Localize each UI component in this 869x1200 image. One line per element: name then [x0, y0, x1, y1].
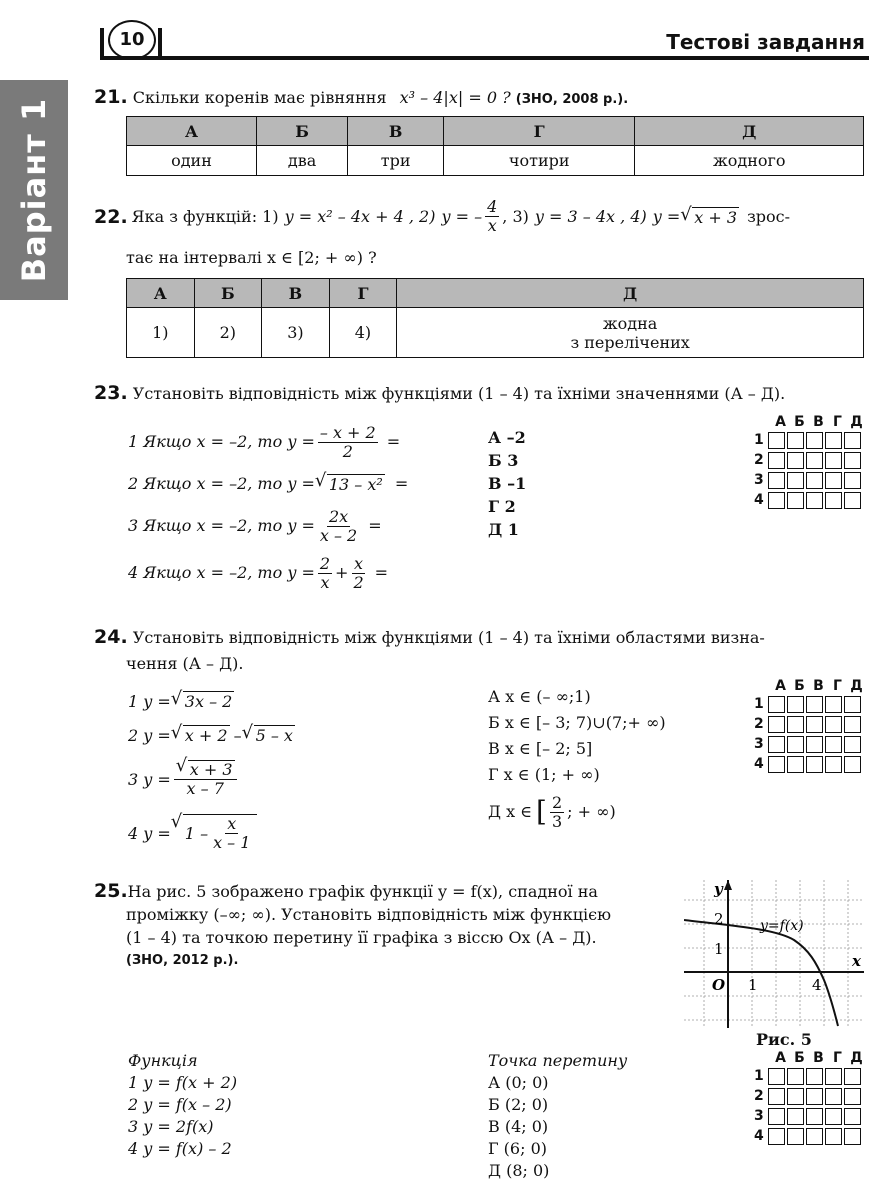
answer-checkbox[interactable] — [825, 1108, 842, 1125]
grid-col-label: Б — [794, 1050, 805, 1066]
answer-checkbox[interactable] — [825, 492, 842, 509]
grid-col-label: Г — [833, 1050, 842, 1066]
answer-checkbox[interactable] — [787, 1088, 804, 1105]
svg-text:x: x — [852, 952, 861, 970]
answer-checkbox[interactable] — [844, 452, 861, 469]
answer-checkbox[interactable] — [787, 1108, 804, 1125]
answer-option: три — [348, 146, 444, 176]
answer-option: 1) — [127, 308, 195, 358]
grid-col-label: А — [775, 678, 786, 694]
answer-checkbox[interactable] — [844, 1108, 861, 1125]
answer-checkbox[interactable] — [768, 696, 785, 713]
answer-checkbox[interactable] — [825, 472, 842, 489]
answer-checkbox[interactable] — [787, 696, 804, 713]
q23-options: А –2 Б 3 В –1 Г 2 Д 1 — [488, 428, 527, 539]
answer-checkbox[interactable] — [768, 492, 785, 509]
grid-row — [754, 490, 866, 510]
answer-option: чотири — [443, 146, 635, 176]
grid-col-label: В — [813, 414, 824, 430]
grid-row — [754, 1106, 866, 1126]
answer-checkbox[interactable] — [806, 736, 823, 753]
answer-checkbox[interactable] — [844, 1068, 861, 1085]
answer-checkbox[interactable] — [806, 756, 823, 773]
answer-checkbox[interactable] — [844, 432, 861, 449]
grid-row-label: 1 — [754, 696, 764, 712]
figure-caption: Рис. 5 — [756, 1030, 812, 1049]
answer-checkbox[interactable] — [825, 1068, 842, 1085]
q23-item-2: 2 Якщо x = –2, то y = √ 13 – x² = — [128, 464, 408, 504]
answer-checkbox[interactable] — [787, 716, 804, 733]
svg-text:4: 4 — [812, 976, 822, 994]
answer-checkbox[interactable] — [768, 472, 785, 489]
answer-checkbox[interactable] — [787, 492, 804, 509]
header-title: Тестові завдання — [666, 30, 865, 54]
grid-row-label: 1 — [754, 1068, 764, 1084]
svg-text:1: 1 — [714, 940, 724, 958]
grid-row-label: 3 — [754, 1108, 764, 1124]
answer-checkbox[interactable] — [806, 1088, 823, 1105]
grid-row-label: 3 — [754, 736, 764, 752]
answer-checkbox[interactable] — [768, 1108, 785, 1125]
grid-row-label: 4 — [754, 492, 764, 508]
grid-row — [754, 694, 866, 714]
answer-checkbox[interactable] — [844, 1088, 861, 1105]
answer-checkbox[interactable] — [806, 472, 823, 489]
answer-grid-25 — [754, 1050, 866, 1146]
answer-option: жодна з перелічених — [397, 308, 864, 358]
grid-row-label: 4 — [754, 1128, 764, 1144]
answer-checkbox[interactable] — [806, 1068, 823, 1085]
grid-row — [754, 430, 866, 450]
grid-col-label: Д — [850, 1050, 863, 1066]
answer-option: один — [127, 146, 257, 176]
q24-functions: 1 y = √ 3x – 2 2 y = √ x + 2 – √ 5 – x 3 y = √ $\frac{x + 3}{x - 7}$ 4 y = √ 1 – $\frac{x}{x - 1}$ — [128, 684, 295, 860]
grid-row — [754, 1066, 866, 1086]
grid-row-label: 2 — [754, 716, 764, 732]
answer-grid-24 — [754, 678, 866, 774]
answer-option: 2) — [194, 308, 262, 358]
grid-row — [754, 714, 866, 734]
answer-checkbox[interactable] — [787, 1128, 804, 1145]
header-rule — [100, 56, 869, 60]
q25-points: Точка перетину А (0; 0) Б (2; 0) В (4; 0) Г (6; 0) Д (8; 0) — [488, 1051, 628, 1180]
grid-row — [754, 754, 866, 774]
answer-checkbox[interactable] — [806, 432, 823, 449]
answer-checkbox[interactable] — [844, 1128, 861, 1145]
grid-col-label: Д — [850, 678, 863, 694]
answer-checkbox[interactable] — [787, 736, 804, 753]
answer-checkbox[interactable] — [806, 492, 823, 509]
grid-row-label: 4 — [754, 756, 764, 772]
grid-col-label: Б — [794, 678, 805, 694]
svg-text:1: 1 — [748, 976, 758, 994]
answer-checkbox[interactable] — [768, 1068, 785, 1085]
page-number: 10 — [119, 29, 145, 50]
answer-checkbox[interactable] — [806, 696, 823, 713]
grid-row — [754, 1126, 866, 1146]
answer-checkbox[interactable] — [806, 716, 823, 733]
answer-checkbox[interactable] — [825, 432, 842, 449]
answer-checkbox[interactable] — [806, 452, 823, 469]
answer-checkbox[interactable] — [768, 1128, 785, 1145]
question-22: 22. Яка з функцій: 1) y = x² – 4x + 4 , 2) y = – $\frac{4}{x}$ , 3) y = 3 – 4x , 4) y = √ x + 3 зрос- — [94, 198, 790, 235]
answer-checkbox[interactable] — [825, 716, 842, 733]
grid-col-label: Д — [850, 414, 863, 430]
answer-checkbox[interactable] — [825, 1128, 842, 1145]
answer-checkbox[interactable] — [787, 432, 804, 449]
answer-checkbox[interactable] — [825, 1088, 842, 1105]
question-21: 21. Скільки коренів має рівняння x³ – 4|x| = 0 ? (ЗНО, 2008 р.). — [94, 86, 629, 108]
grid-row-label: 2 — [754, 452, 764, 468]
grid-row-label: 3 — [754, 472, 764, 488]
grid-row — [754, 1086, 866, 1106]
answer-checkbox[interactable] — [844, 736, 861, 753]
answer-table-22: А Б В Г Д 1) 2) 3) 4) жодна з перелічених — [126, 278, 864, 358]
function-graph — [684, 880, 864, 1028]
answer-checkbox[interactable] — [844, 756, 861, 773]
answer-checkbox[interactable] — [787, 756, 804, 773]
grid-row-label: 2 — [754, 1088, 764, 1104]
q25-functions: Функція 1 y = f(x + 2) 2 y = f(x – 2) 3 y = 2f(x) 4 y = f(x) – 2 — [128, 1051, 238, 1158]
grid-col-label: А — [775, 414, 786, 430]
answer-checkbox[interactable] — [768, 1088, 785, 1105]
answer-grid-23 — [754, 414, 866, 510]
variant-side-tab: Варіант 1 — [0, 80, 68, 300]
q23-functions — [128, 420, 408, 598]
answer-checkbox[interactable] — [768, 716, 785, 733]
answer-option: 4) — [329, 308, 397, 358]
q23-item-1: 1 Якщо x = –2, то y = $\frac{- x + 2}{2}$ = — [128, 422, 401, 461]
answer-checkbox[interactable] — [806, 1128, 823, 1145]
question-24: 24. Установіть відповідність між функціями (1 – 4) та їхніми областями визна- — [94, 626, 765, 648]
question-22-line2: тає на інтервалі x ∈ [2; + ∞) ? — [126, 248, 377, 267]
answer-checkbox[interactable] — [768, 452, 785, 469]
q24-options: А x ∈ (– ∞;1) Б x ∈ [– 3; 7)∪(7;+ ∞) В x ∈ [– 2; 5] Г x ∈ (1; + ∞) Д x ∈ [ $\frac{2}{3}$ ; + ∞) — [488, 687, 666, 831]
grid-col-label: В — [813, 1050, 824, 1066]
answer-table-21: А Б В Г Д один два три чотири жодного — [126, 116, 864, 176]
answer-checkbox[interactable] — [768, 432, 785, 449]
question-23: 23. Установіть відповідність між функціями (1 – 4) та їхніми значеннями (А – Д). — [94, 382, 786, 404]
grid-col-label: В — [813, 678, 824, 694]
answer-checkbox[interactable] — [844, 716, 861, 733]
grid-col-label: Г — [833, 414, 842, 430]
answer-checkbox[interactable] — [844, 696, 861, 713]
question-24-line2: чення (А – Д). — [126, 654, 244, 673]
svg-text:y: y — [714, 880, 723, 898]
svg-text:2: 2 — [714, 910, 724, 928]
answer-checkbox[interactable] — [768, 756, 785, 773]
answer-checkbox[interactable] — [844, 472, 861, 489]
answer-checkbox[interactable] — [787, 452, 804, 469]
svg-text:y=f(x): y=f(x) — [760, 918, 804, 934]
answer-checkbox[interactable] — [787, 472, 804, 489]
grid-row — [754, 470, 866, 490]
answer-option: жодного — [635, 146, 864, 176]
question-25: 25.На рис. 5 зображено графік функції y = f(x), спадної на проміжку (–∞; ∞). Установіть відповідність між функцією (1 – 4) та точкою перетину її графіка з віссю Ox (А – Д). (ЗНО, 2012 р.). — [94, 880, 611, 968]
answer-checkbox[interactable] — [825, 756, 842, 773]
grid-row-label: 1 — [754, 432, 764, 448]
answer-option: 3) — [262, 308, 330, 358]
grid-row — [754, 734, 866, 754]
answer-checkbox[interactable] — [825, 452, 842, 469]
grid-col-label: А — [775, 1050, 786, 1066]
grid-col-label: Г — [833, 678, 842, 694]
answer-checkbox[interactable] — [787, 1068, 804, 1085]
answer-checkbox[interactable] — [768, 736, 785, 753]
answer-checkbox[interactable] — [825, 736, 842, 753]
grid-col-label: Б — [794, 414, 805, 430]
answer-checkbox[interactable] — [844, 492, 861, 509]
svg-text:O: O — [712, 976, 726, 994]
grid-row — [754, 450, 866, 470]
answer-option: два — [256, 146, 347, 176]
answer-checkbox[interactable] — [825, 696, 842, 713]
q23-item-3: 3 Якщо x = –2, то y = $\frac{2x}{x - 2}$ = — [128, 506, 382, 545]
q23-item-4: 4 Якщо x = –2, то y = $\frac{2}{x}$ + $\frac{x}{2}$ = — [128, 553, 389, 592]
answer-checkbox[interactable] — [806, 1108, 823, 1125]
